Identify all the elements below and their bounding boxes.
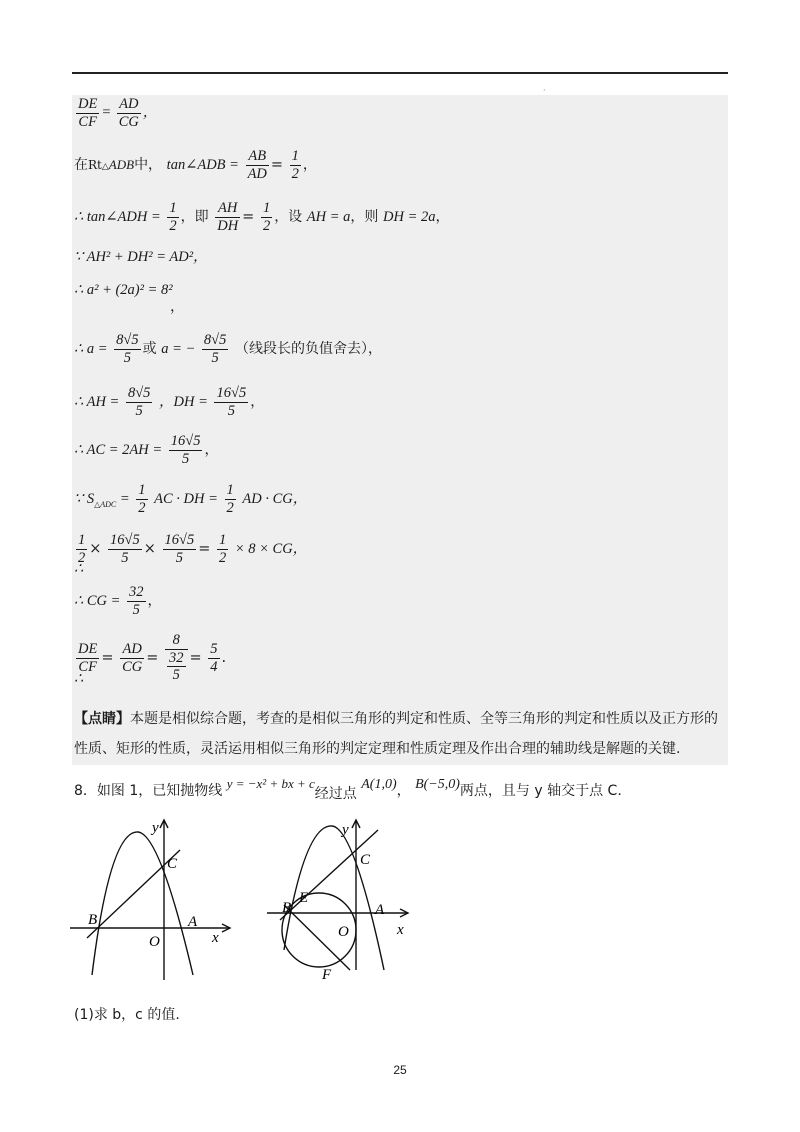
solution-line-3: ∴ tan∠ADH = $\frac{1}{2}$ ，即 $\frac{AH}{DH}$ = $\frac{1}{2}$ ，设 AH = a，则 DH = 2a， xyxy=(74,200,450,234)
fig2-label-e: E xyxy=(299,890,309,906)
page-number: 25 xyxy=(393,1063,407,1077)
solution-line-4: ∵ AH² + DH² = AD²， xyxy=(74,249,208,265)
solution-line-1: $\frac{DE}{CF}$ = $\frac{AD}{CG}$ ， xyxy=(78,96,157,130)
fig2-label-c: C xyxy=(360,852,371,868)
solution-line-10-therefore: ∴ xyxy=(74,561,84,577)
header-dot: · xyxy=(543,86,546,95)
question-8-part-1: (1)求 b，c 的值. xyxy=(74,1007,180,1023)
solution-line-2: 在Rt△ADB中， tan∠ADB = $\frac{AB}{AD}$ = $\frac{1}{2}$ ， xyxy=(74,148,317,182)
fig1-label-x: x xyxy=(212,930,219,946)
solution-line-7: ∴ AH = $\frac{8√5}{5}$ ，DH = $\frac{16√5}{5}$ ， xyxy=(74,385,265,419)
comment-paragraph xyxy=(74,704,728,764)
solution-line-9: ∵ $S_{\triangle ADC}$ = $\frac{1}{2}$ AC · DH = $\frac{1}{2}$ AD · CG， xyxy=(74,482,308,516)
fig2-label-x: x xyxy=(397,922,404,938)
comment-label: 【点睛】 xyxy=(74,711,130,727)
comment-text: 本题是相似综合题，考查的是相似三角形的判定和性质、全等三角形的判定和性质以及正方形的性质、矩形的性质，灵活运用相似三角形的判定定理和性质定理及作出合理的辅助线是解题的关键. xyxy=(74,711,718,757)
solution-line-12-therefore: ∴ xyxy=(74,671,84,687)
fig1-parabola xyxy=(92,832,193,975)
solution-line-10: $\frac{1}{2}$ × $\frac{16√5}{5}$ × $\frac{16√5}{5}$ = $\frac{1}{2}$ × 8 × CG， xyxy=(78,532,308,566)
solution-line-6: ∴ a = $\frac{8√5}{5}$ 或 a = − $\frac{8√5}{5}$ （线段长的负值舍去）， xyxy=(74,332,382,366)
fig1-label-o: O xyxy=(149,934,160,950)
fig1-label-y: y xyxy=(152,820,159,836)
question-8: 8．如图 1，已知抛物线 y = −x² + bx + c经过点 A(1,0)， B(−5,0)两点，且与 y 轴交于点 C. xyxy=(74,776,622,802)
solution-line-5-comma: ， xyxy=(170,299,185,315)
fig2-line-bc xyxy=(280,830,378,920)
fig2-label-y: y xyxy=(342,822,349,838)
figure-1 xyxy=(60,810,240,985)
header-rule xyxy=(72,72,728,74)
solution-line-11: ∴ CG = $\frac{32}{5}$ ， xyxy=(74,584,162,618)
solution-line-12: $\frac{DE}{CF}$ = $\frac{AD}{CG}$ = $\frac{8}{\frac{32}{5}}$ = $\frac{5}{4}$ . xyxy=(78,632,227,684)
solution-line-8: ∴ AC = 2AH = $\frac{16√5}{5}$ ， xyxy=(74,433,219,467)
fig2-label-b: B xyxy=(282,900,292,916)
figure-2 xyxy=(262,810,422,985)
fig1-label-b: B xyxy=(88,912,98,928)
fig1-label-c: C xyxy=(167,856,178,872)
fig2-label-f: F xyxy=(322,967,332,983)
fig2-label-o: O xyxy=(338,924,349,940)
solution-line-5: ∴ a² + (2a)² = 8² xyxy=(74,282,173,298)
fig2-label-a: A xyxy=(375,902,385,918)
fig1-label-a: A xyxy=(188,914,198,930)
